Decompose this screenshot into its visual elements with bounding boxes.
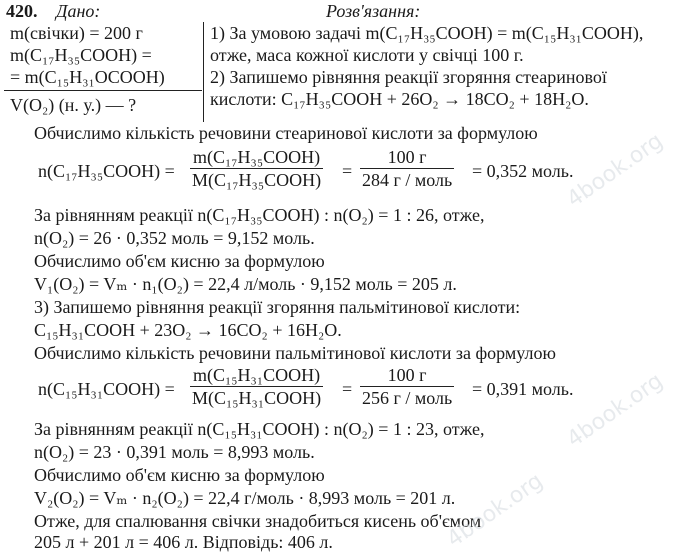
solution-label: Розв'язання: — [326, 1, 421, 21]
paragraph-14: 205 л + 201 л = 406 л. Відповідь: 406 л. — [34, 532, 333, 552]
paragraph-2: За рівнянням реакції n(C₁₇H₃₅COOH) : n(O₂) = 1 : 26, отже, — [34, 205, 485, 225]
given-line-1: m(свічки) = 200 г — [10, 23, 143, 43]
eq1-result: = 0,352 моль. — [472, 161, 574, 181]
paragraph-3: n(O₂) = 26 · 0,352 моль = 9,152 моль. — [34, 228, 315, 248]
given-line-2: m(C₁₇H₃₅COOH) = — [10, 45, 152, 65]
eq2-denominator-2: 256 г / моль — [362, 388, 453, 408]
eq2-result: = 0,391 моль. — [472, 379, 574, 399]
eq2-left: n(C₁₅H₃₁COOH) = — [38, 379, 175, 399]
eq1-left: n(C₁₇H₃₅COOH) = — [38, 161, 175, 181]
solution-line-3: 2) Запишемо рівняння реакції згоряння стеаринової — [210, 67, 607, 87]
solution-line-2: отже, маса кожної кислоти у свічці 100 г. — [210, 45, 524, 65]
paragraph-5: V₁(O₂) = Vₘ · n₁(O₂) = 22,4 л/моль · 9,152 моль = 205 л. — [34, 274, 457, 294]
paragraph-1: Обчислимо кількість речовини стеаринової кислоти за формулою — [34, 123, 538, 143]
eq1-numerator: m(C₁₇H₃₅COOH) — [193, 147, 321, 167]
eq1-equals: = — [342, 161, 353, 181]
paragraph-10: n(O₂) = 23 · 0,391 моль = 8,993 моль. — [34, 442, 315, 462]
eq2-fraction-1 — [190, 364, 323, 409]
given-find: V(O₂) (н. у.) — ? — [10, 95, 137, 115]
eq1-fraction-2 — [360, 146, 454, 191]
given-divider-vertical — [203, 22, 204, 122]
watermark: 4book.org — [562, 128, 668, 213]
given-divider-horizontal — [4, 90, 202, 91]
eq1-numerator-2: 100 г — [387, 147, 427, 167]
paragraph-11: Обчислимо об'єм кисню за формулою — [34, 465, 325, 485]
eq2-numerator-2: 100 г — [387, 365, 427, 385]
eq1-denominator-2: 284 г / моль — [362, 170, 453, 190]
given-label: Дано: — [56, 1, 101, 21]
eq2-numerator: m(C₁₅H₃₁COOH) — [193, 365, 321, 385]
paragraph-7: C₁₅H₃₁COOH + 23O₂ → 16CO₂ + 16H₂O. — [34, 320, 342, 340]
solution-line-4: кислоти: C₁₇H₃₅COOH + 26O₂ → 18CO₂ + 18H₂O. — [210, 89, 589, 109]
eq1-fraction-1 — [190, 146, 323, 191]
paragraph-8: Обчислимо кількість речовини пальмітинової кислоти за формулою — [34, 343, 556, 363]
eq1-denominator: M(C₁₇H₃₅COOH) — [192, 170, 322, 190]
paragraph-13: Отже, для спалювання свічки знадобиться кисень об'ємом — [34, 511, 482, 531]
problem-number: 420. — [6, 1, 38, 21]
eq2-equals: = — [342, 379, 353, 399]
paragraph-4: Обчислимо об'єм кисню за формулою — [34, 251, 325, 271]
paragraph-6: 3) Запишемо рівняння реакції згоряння пальмітинової кислоти: — [34, 297, 521, 317]
paragraph-12: V₂(O₂) = Vₘ · n₂(O₂) = 22,4 г/моль · 8,993 моль = 201 л. — [34, 488, 456, 508]
watermark: 4book.org — [442, 468, 548, 553]
watermark: 4book.org — [562, 368, 668, 453]
eq2-fraction-2 — [360, 364, 454, 409]
paragraph-9: За рівнянням реакції n(C₁₅H₃₁COOH) : n(O₂) = 1 : 23, отже, — [34, 419, 485, 439]
given-line-3: = m(C₁₅H₃₁OCOOH) — [10, 67, 165, 87]
solution-line-1: 1) За умовою задачі m(C₁₇H₃₅COOH) = m(C₁₅H₃₁COOH), — [210, 23, 644, 43]
eq2-denominator: M(C₁₅H₃₁COOH) — [192, 388, 322, 408]
